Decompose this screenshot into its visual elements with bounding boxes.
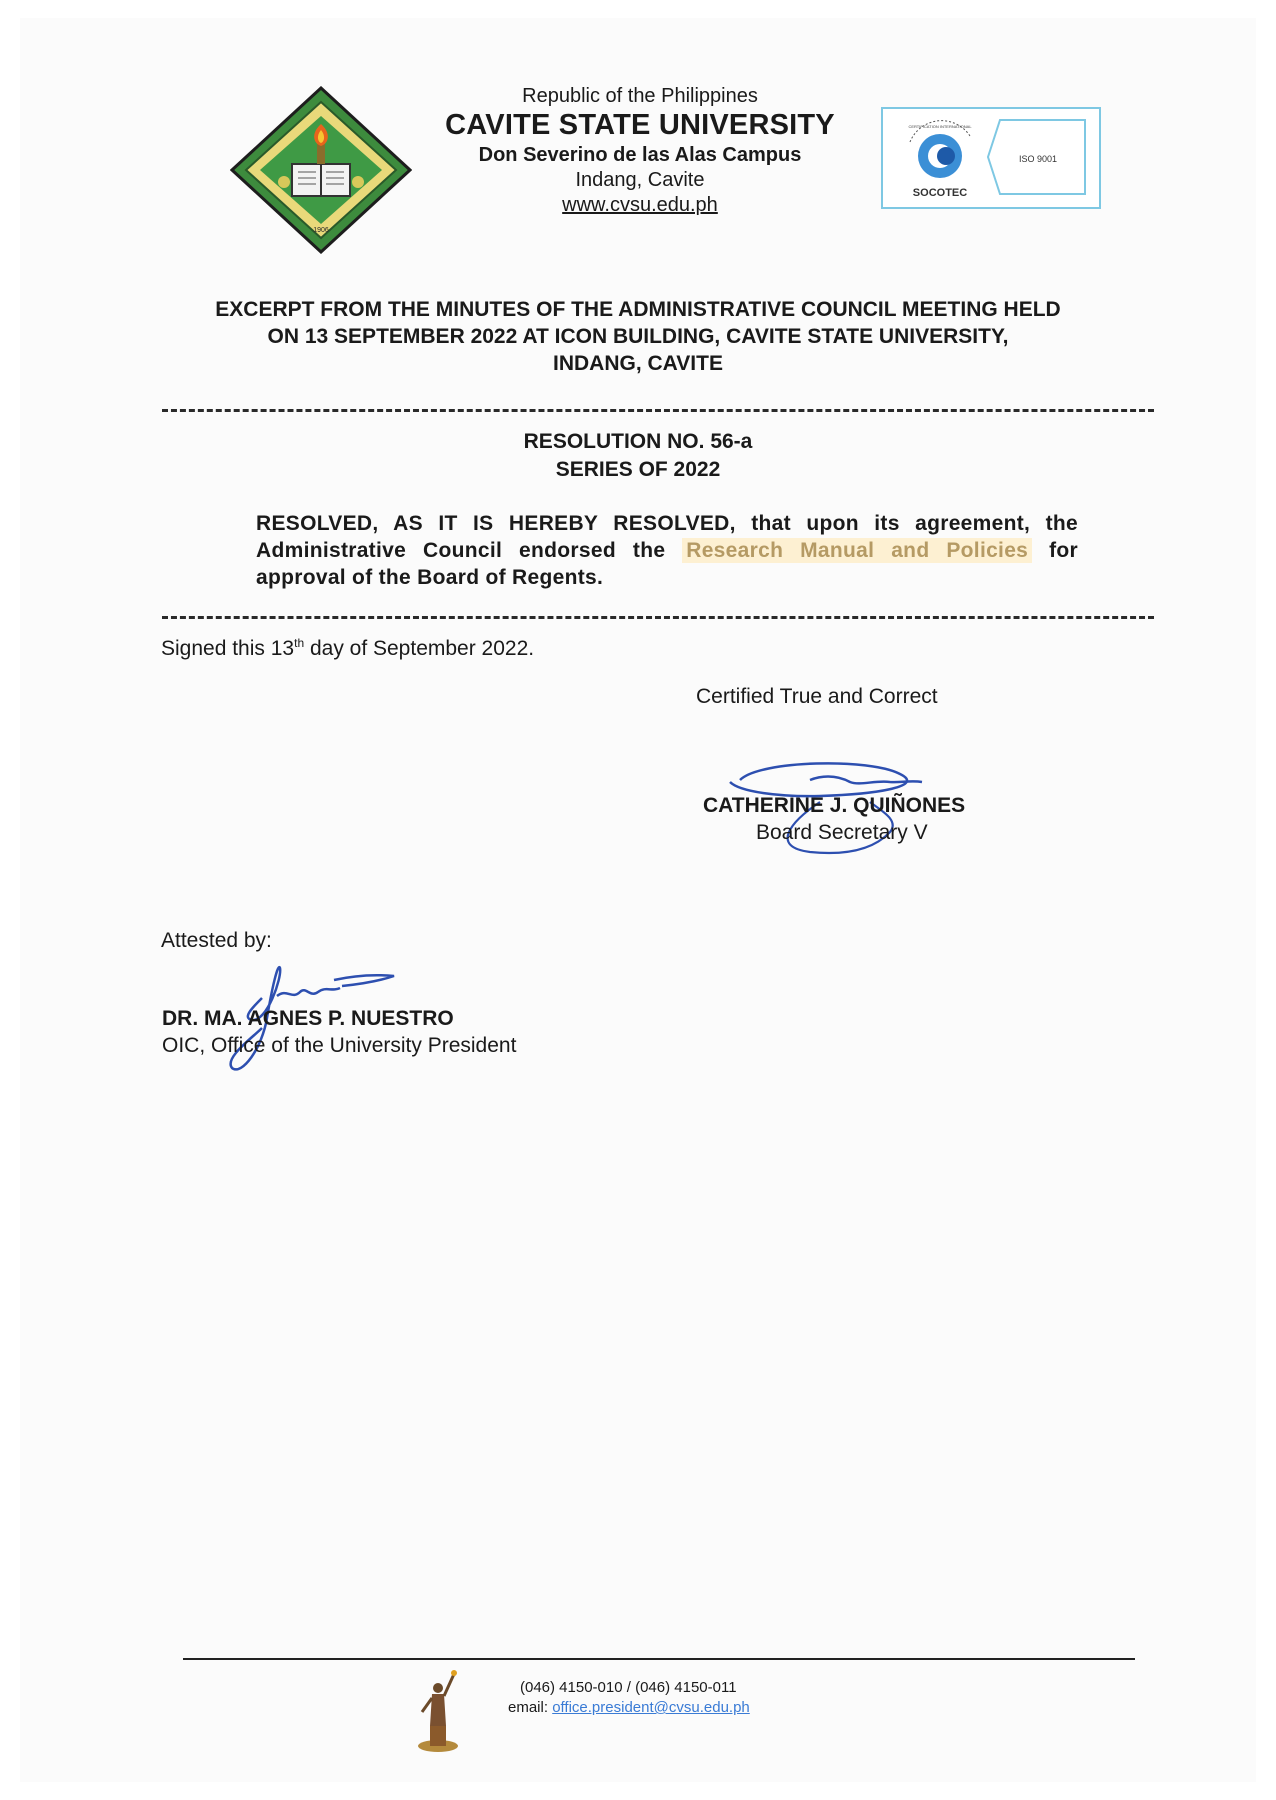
resolution-heading [300,428,976,484]
document-title [150,296,1126,377]
letterhead [420,84,860,218]
footer-divider [183,1658,1135,1660]
footer-email-line [508,1698,750,1718]
resolution-text-before: RESOLVED, AS IT IS HEREBY RESOLVED, that upon its agreement, the Administrative Council endorsed the [256,512,1078,562]
resolution-series: SERIES OF 2022 [555,458,721,481]
resolution-text-after: for approval of the Board of Regents. [256,539,1078,589]
secretary-position: Board Secretary V [756,821,928,844]
university-name: CAVITE STATE UNIVERSITY [445,109,835,141]
highlighted-phrase: Research Manual and Policies [682,538,1032,563]
cert-iso-text: ISO 9001 [1018,154,1058,164]
website-link[interactable]: www.cvsu.edu.ph [562,194,718,216]
attested-label: Attested by: [161,929,272,952]
republic-line: Republic of the Philippines [522,85,758,107]
title-line-3: INDANG, CAVITE [553,352,723,375]
signed-prefix: Signed this 13 [161,637,295,660]
president-name: DR. MA. AGNES P. NUESTRO [162,1007,454,1030]
resolution-body [256,510,1078,591]
iso-certification-badge [880,106,1102,210]
president-position: OIC, Office of the University President [162,1034,517,1057]
certified-label: Certified True and Correct [696,685,938,708]
cert-brand-text: SOCOTEC [912,187,968,199]
footer-email-link[interactable]: office.president@cvsu.edu.ph [552,1699,750,1716]
signed-date-line [161,630,534,662]
svg-text:1906: 1906 [313,227,329,234]
dashed-divider-bottom [162,616,1154,619]
cert-ring-text: CERTIFICATION INTERNATIONAL [908,124,972,129]
signed-ordinal: th [294,636,305,650]
campus-name: Don Severino de las Alas Campus [478,144,802,166]
resolution-number: RESOLUTION NO. 56-a [523,430,753,453]
title-line-1: EXCERPT FROM THE MINUTES OF THE ADMINISTRATIVE COUNCIL MEETING HELD [215,298,1061,321]
secretary-name: CATHERINE J. QUIÑONES [703,794,966,817]
footer-phone: (046) 4150-010 / (046) 4150-011 [520,1679,737,1696]
footer-email-label: email: [508,1699,553,1716]
title-line-2: ON 13 SEPTEMBER 2022 AT ICON BUILDING, CAVITE STATE UNIVERSITY, [267,325,1009,348]
statue-emblem-icon [408,1668,468,1754]
signed-suffix: day of September 2022. [304,637,535,660]
location-line: Indang, Cavite [575,169,705,191]
document-page [20,18,1256,1782]
dashed-divider-top [162,409,1154,412]
university-seal-logo [230,86,412,254]
